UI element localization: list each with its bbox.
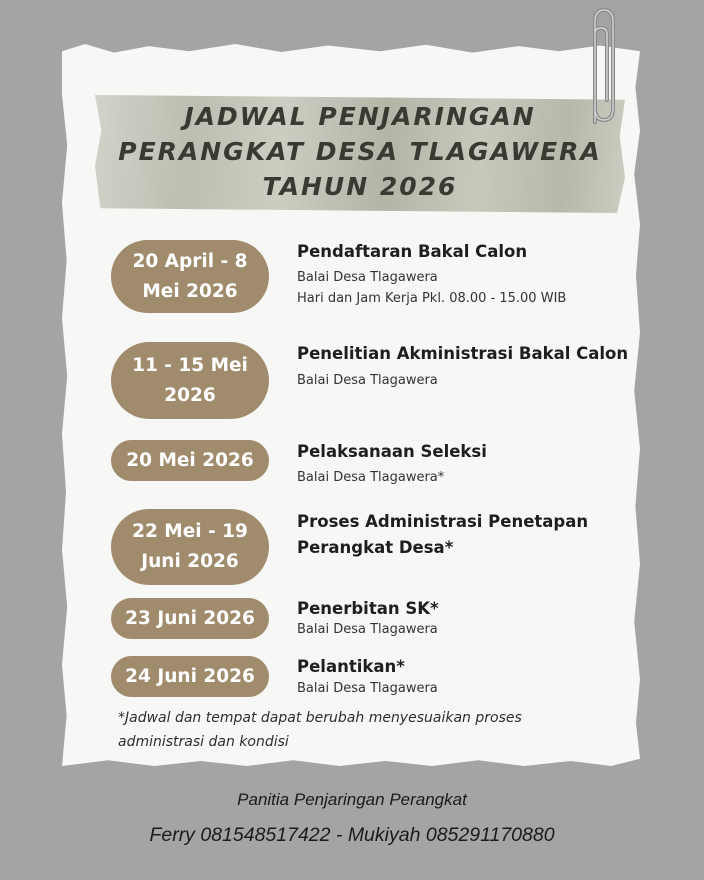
event-1-detail-1: Balai Desa Tlagawera — [297, 270, 438, 285]
event-6-title: Pelantikan* — [297, 657, 405, 676]
event-4-date — [111, 509, 269, 585]
event-3-date-text: 20 Mei 2026 — [126, 449, 254, 471]
event-1-detail-2: Hari dan Jam Kerja Pkl. 08.00 - 15.00 WIB — [297, 291, 567, 306]
event-6-detail-1: Balai Desa Tlagawera — [297, 681, 438, 696]
event-1-date-line-2: Mei 2026 — [142, 280, 238, 302]
event-5-title: Penerbitan SK* — [297, 599, 439, 618]
event-1-title: Pendaftaran Bakal Calon — [297, 242, 528, 261]
event-2-title: Penelitian Akministrasi Bakal Calon — [297, 344, 629, 363]
footer-committee: Panitia Penjaringan Perangkat — [237, 790, 467, 809]
event-1-date — [111, 240, 269, 313]
event-2-date — [111, 342, 269, 419]
paperclip-icon — [582, 4, 624, 130]
event-4-date-line-1: 22 Mei - 19 — [132, 521, 248, 542]
event-5-date-text: 23 Juni 2026 — [125, 607, 255, 629]
title-line-3: TAHUN 2026 — [262, 172, 458, 201]
event-5-date — [111, 598, 269, 639]
event-4-title-line-1: Proses Administrasi Penetapan — [297, 512, 589, 531]
event-2-detail-1: Balai Desa Tlagawera — [297, 373, 438, 388]
title-line-2: PERANGKAT DESA TLAGAWERA — [118, 137, 602, 166]
event-3-date — [111, 440, 269, 481]
title-line-1: JADWAL PENJARINGAN — [184, 102, 536, 131]
event-2-date-line-2: 2026 — [164, 384, 216, 406]
schedule-note — [118, 706, 598, 754]
event-5-detail-1: Balai Desa Tlagawera — [297, 622, 438, 637]
event-6-date-text: 24 Juni 2026 — [125, 665, 255, 687]
event-3-title: Pelaksanaan Seleksi — [297, 442, 487, 461]
event-6-date — [111, 656, 269, 697]
event-1-date-line-1: 20 April - 8 — [132, 250, 248, 272]
event-2-date-line-1: 11 - 15 Mei — [132, 354, 248, 376]
footer-contacts: Ferry 081548517422 - Mukiyah 085291170880 — [149, 824, 555, 846]
note-line-1: *Jadwal dan tempat dapat berubah menyesuaikan proses — [118, 710, 522, 726]
event-4-title-line-2: Perangkat Desa* — [297, 538, 454, 557]
event-4-date-line-2: Juni 2026 — [141, 551, 239, 572]
note-line-2: administrasi dan kondisi — [118, 734, 289, 750]
event-3-detail-1: Balai Desa Tlagawera* — [297, 470, 445, 485]
